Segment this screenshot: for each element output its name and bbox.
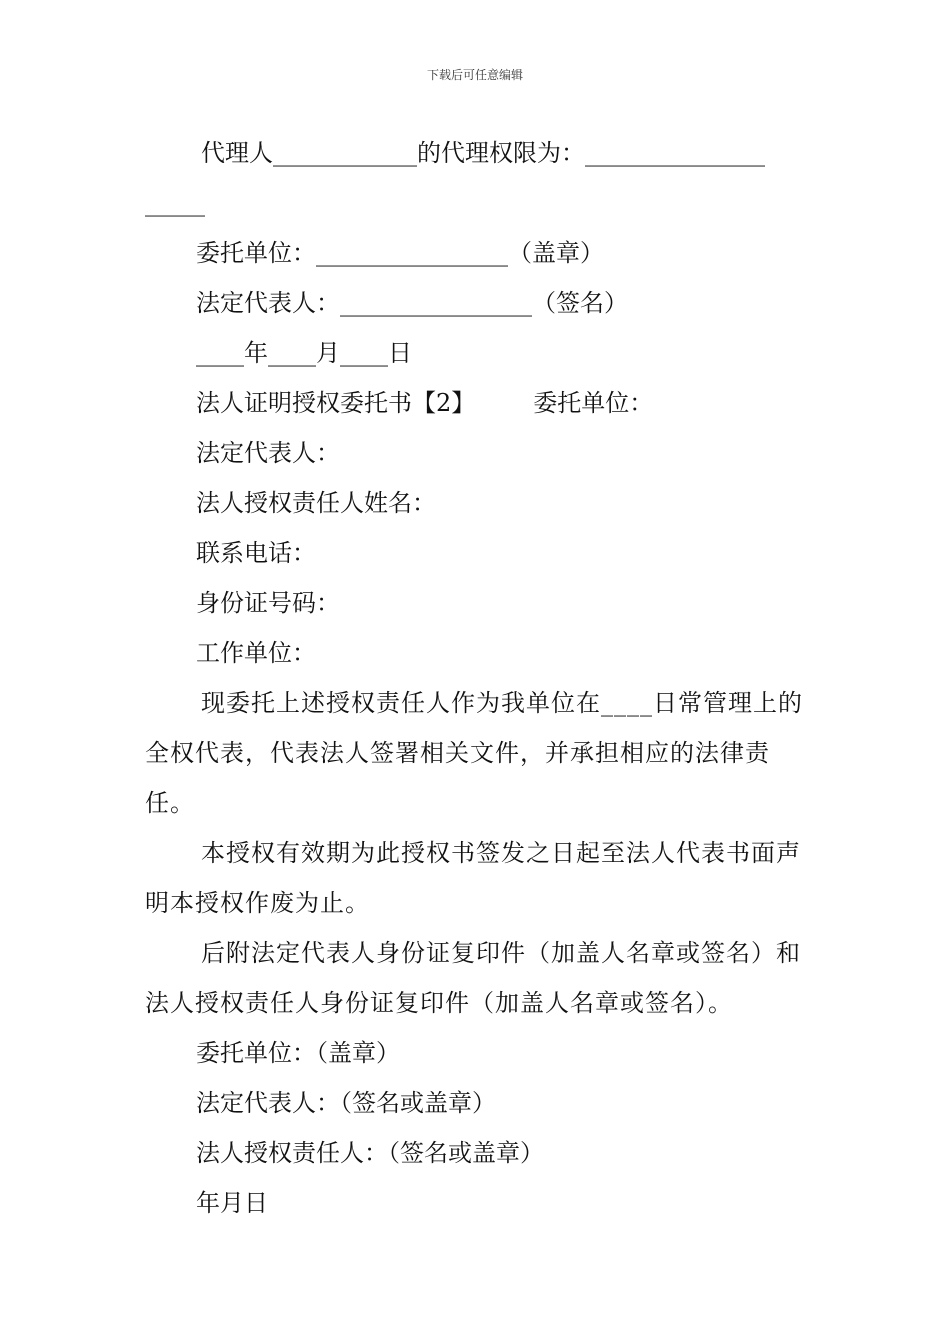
paragraph-attachments: 后附法定代表人身份证复印件（加盖人名章或签名）和法人授权责任人身份证复印件（加盖人名章或签名）。 [145, 939, 801, 1017]
legal-rep-sign-line: 法定代表人：________________（签名） [196, 289, 628, 317]
entrusting-unit-label: 委托单位： [533, 389, 654, 417]
authorized-person-sign-footer: 法人授权责任人：（签名或盖章） [196, 1139, 544, 1167]
work-unit-label: 工作单位： [196, 639, 316, 667]
document-body [145, 128, 810, 1228]
authorized-person-name-label: 法人授权责任人姓名： [196, 489, 436, 517]
header-note: 下载后可任意编辑 [426, 68, 523, 82]
legal-rep-sign-footer: 法定代表人：（签名或盖章） [196, 1089, 496, 1117]
section-title: 法人证明授权委托书【2】 [196, 389, 476, 417]
entrusting-unit-seal-footer: 委托单位：（盖章） [196, 1039, 400, 1067]
agent-authority-line: 代理人____________的代理权限为：_______________ [201, 139, 765, 167]
paragraph-validity: 本授权有效期为此授权书签发之日起至法人代表书面声明本授权作废为止。 [145, 839, 801, 917]
date-blank-line: ____年____月____日 [196, 339, 412, 367]
section-title-line [145, 378, 810, 428]
paragraph-entrustment: 现委托上述授权责任人作为我单位在____日常管理上的全权代表，代表法人签署相关文件，并承担相应的法律责任。 [145, 689, 803, 817]
legal-rep-label: 法定代表人： [196, 439, 340, 467]
entrusting-unit-seal-line: 委托单位：________________（盖章） [196, 239, 604, 267]
agent-authority-continuation: _____ [145, 189, 205, 217]
id-number-label: 身份证号码： [196, 589, 340, 617]
date-footer: 年月日 [196, 1189, 268, 1217]
phone-label: 联系电话： [196, 539, 316, 567]
